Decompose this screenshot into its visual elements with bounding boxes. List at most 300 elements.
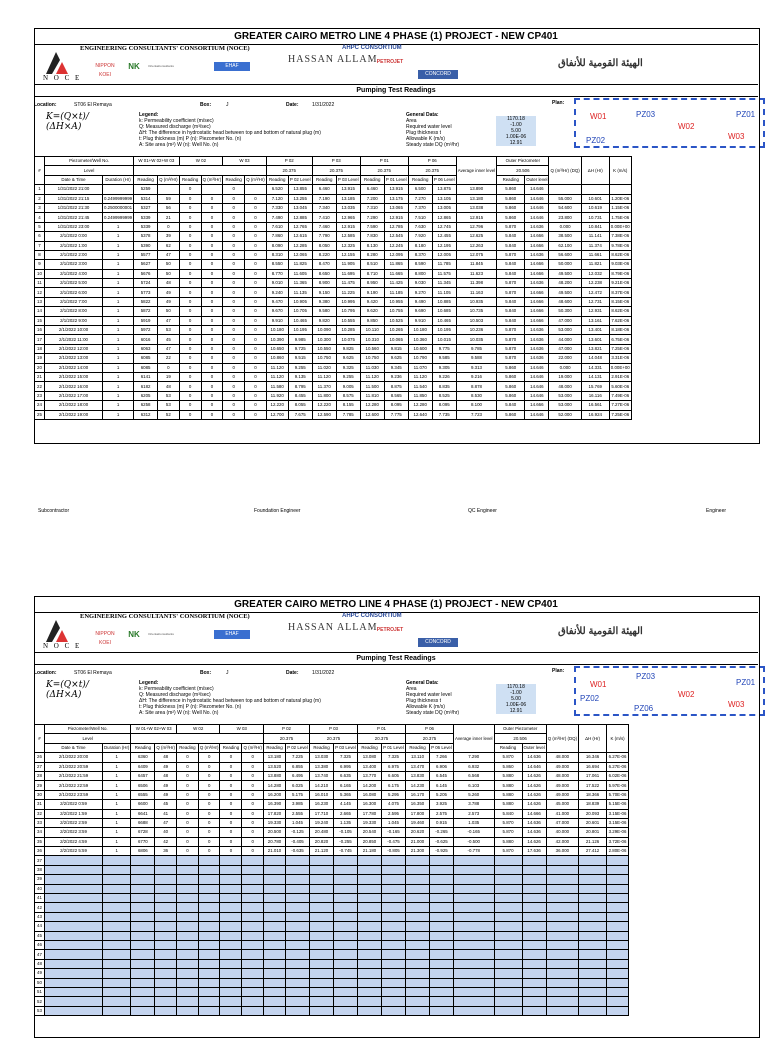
table-cell: 14.626 [522, 800, 546, 809]
table-cell: 36.000 [546, 847, 578, 856]
general-value: 1.00E-06 [505, 702, 527, 708]
table-cell: 13.038 [456, 203, 497, 212]
table-cell: 0 [179, 194, 201, 203]
table-cell: 0 [176, 762, 198, 771]
table-cell: 2/1/2022 0:00 [45, 232, 103, 241]
plan-point-pz02: PZ02 [580, 694, 600, 703]
table-cell: 3.15E-06 [607, 809, 629, 818]
table-cell: 8.878 [456, 382, 497, 391]
table-cell: 1 [103, 269, 134, 278]
table-cell: 5.880 [494, 800, 522, 809]
col-subheader: Reading [131, 743, 155, 752]
table-cell: 7.27E-06 [609, 401, 631, 410]
col-subheader: Reading [360, 175, 384, 184]
table-cell: 6409 [131, 762, 155, 771]
table-cell: 0 [245, 222, 267, 231]
table-cell: 0 [179, 363, 201, 372]
table-cell: 55.000 [549, 194, 581, 203]
table-cell: 49 [155, 781, 177, 790]
table-cell: 7.775 [384, 410, 408, 419]
col-header-level-p02: 20.375 [264, 734, 310, 743]
table-cell: 0 [245, 269, 267, 278]
table-cell: 6085 [134, 363, 158, 372]
table-cell: 0 [245, 401, 267, 410]
table-cell: 6 [35, 232, 45, 241]
table-cell: 11 [35, 279, 45, 288]
row-number: 51 [35, 987, 45, 996]
table-cell: 5.860 [497, 391, 525, 400]
table-cell: 14.131 [581, 372, 609, 381]
table-cell: 11.661 [581, 250, 609, 259]
table-cell: 7.190 [312, 194, 336, 203]
table-cell: 16 [35, 326, 45, 335]
table-cell: 12.796 [456, 222, 497, 231]
table-cell: 14.626 [522, 837, 546, 846]
general-line: Plug thickness t [406, 130, 442, 136]
box-label: Box: [200, 102, 212, 108]
general-line: Steady state DQ (m³/hr) [406, 142, 460, 148]
table-cell: 20.620 [406, 828, 430, 837]
table-cell: 2.573 [454, 809, 495, 818]
table-cell: 9.255 [336, 372, 360, 381]
table-cell: 0 [242, 800, 264, 809]
table-cell: 9.815 [384, 344, 408, 353]
table-cell: -0.265 [430, 828, 454, 837]
table-cell: 49.000 [546, 781, 578, 790]
table-cell: 5.860 [497, 194, 525, 203]
table-cell: 7.25E-06 [609, 410, 631, 419]
table-cell: 8.180 [408, 241, 432, 250]
col-header-dh: ΔH (Hr) [581, 157, 609, 185]
table-cell: -0.625 [430, 837, 454, 846]
table-cell: 11.865 [384, 260, 408, 269]
table-cell: 15.769 [581, 382, 609, 391]
table-cell: 52 [158, 410, 180, 419]
table-cell: 14.646 [525, 382, 549, 391]
table-cell: 2/1/2022 2:00 [45, 250, 103, 259]
col-subheader: Duration (Hr) [103, 743, 131, 752]
table-cell: 7.790 [312, 232, 336, 241]
table-cell: 10 [35, 269, 45, 278]
table-cell: 0 [220, 771, 242, 780]
table-cell: 27 [35, 762, 45, 771]
table-cell: 0 [245, 410, 267, 419]
table-cell: 12.600 [360, 410, 384, 419]
table-cell: 2/1/2022 18:00 [45, 401, 103, 410]
table-cell: 48 [158, 279, 180, 288]
table-cell: 8.37E-06 [609, 288, 631, 297]
location-label: Location: [34, 102, 57, 108]
table-cell: -0.125 [286, 828, 310, 837]
plan-label: Plan: [552, 100, 565, 106]
petrojet-logo-2: PETROJET [376, 627, 404, 633]
table-cell: 5.15E-06 [607, 800, 629, 809]
logo-ehaf-2: EHAF [214, 630, 250, 639]
table-cell: 0 [223, 354, 245, 363]
col-subheader: Q (m³/Hr) [158, 175, 180, 184]
col-subheader: Date & Time [45, 743, 103, 752]
table-cell: 20.540 [358, 828, 382, 837]
table-cell: 6.175 [382, 781, 406, 790]
table-cell: 10.735 [456, 307, 497, 316]
table-cell: 9.010 [266, 279, 288, 288]
table-cell: 7.266 [430, 753, 454, 762]
table-cell: 0 [245, 372, 267, 381]
table-cell: 11.695 [336, 269, 360, 278]
table-cell: 10.750 [312, 354, 336, 363]
table-cell: 14.666 [525, 316, 549, 325]
table-cell: 5822 [134, 297, 158, 306]
table-cell: 0 [179, 241, 201, 250]
table-cell: 11.810 [360, 391, 384, 400]
col-header-avg: Average inner level [456, 157, 497, 185]
table-cell: 6728 [131, 828, 155, 837]
table-cell: 3.72E-06 [607, 837, 629, 846]
col-subheader: Outer level [525, 175, 549, 184]
table-cell: 53 [158, 391, 180, 400]
table-cell: 5.870 [497, 326, 525, 335]
plan-label: Plan: [552, 668, 565, 674]
table-cell: 49.000 [546, 790, 578, 799]
table-cell: 45 [158, 335, 180, 344]
table-cell: 13.110 [406, 753, 430, 762]
table-cell: 0 [242, 828, 264, 837]
table-cell: 0 [201, 410, 223, 419]
table-cell: 0.000 [549, 222, 581, 231]
table-cell: 11.225 [336, 288, 360, 297]
table-cell: 13.255 [288, 194, 312, 203]
col-header-wells: W 01+W 02+W 03 [134, 157, 180, 166]
table-cell: 47 [158, 316, 180, 325]
table-cell: 0 [158, 363, 180, 372]
col-subheader: Reading [408, 175, 432, 184]
table-cell: 5.840 [497, 232, 525, 241]
table-cell: 6182 [134, 382, 158, 391]
table-cell: 2/1/2022 1:00 [45, 241, 103, 250]
col-header-outer: Outer Piezometer [497, 157, 549, 166]
table-cell: 7.630 [408, 222, 432, 231]
col-header-level: Level [45, 166, 134, 175]
table-cell: 9.345 [384, 363, 408, 372]
table-cell: 5.870 [494, 818, 522, 827]
table-cell: 2/1/2022 3:00 [45, 260, 103, 269]
table-cell: 0 [242, 837, 264, 846]
table-cell: 6205 [134, 391, 158, 400]
table-cell: 11.365 [288, 279, 312, 288]
general-line: Area [406, 686, 417, 692]
col-subheader: Reading [223, 175, 245, 184]
table-cell: 5.70E-06 [607, 790, 629, 799]
table-cell: 33 [35, 818, 45, 827]
table-cell: 14.646 [525, 213, 549, 222]
table-cell: 8.79E-06 [609, 269, 631, 278]
table-cell: 39 [158, 232, 180, 241]
table-cell: 0 [201, 344, 223, 353]
table-cell: 9.775 [432, 344, 456, 353]
table-cell: 14.636 [522, 828, 546, 837]
plan-point-pz01: PZ01 [736, 678, 756, 687]
table-cell: 6258 [134, 401, 158, 410]
general-value: -1.00 [510, 690, 522, 696]
table-cell: 0 [220, 837, 242, 846]
table-cell: 16.010 [310, 790, 334, 799]
table-cell: -0.255 [334, 837, 358, 846]
table-cell: 2/1/2022 17:00 [45, 391, 103, 400]
table-cell: 16.230 [310, 800, 334, 809]
table-cell: 14.646 [525, 185, 549, 194]
table-cell: 14.646 [525, 363, 549, 372]
table-cell: 5.860 [497, 185, 525, 194]
table-cell: 10.550 [312, 344, 336, 353]
table-cell: 0 [245, 288, 267, 297]
table-cell: 9.825 [336, 344, 360, 353]
table-cell: 20.480 [310, 828, 334, 837]
table-cell: 0 [179, 372, 201, 381]
table-cell: 7.830 [360, 232, 384, 241]
table-cell: 0 [201, 213, 223, 222]
row-number: 50 [35, 978, 45, 987]
concord-logo: CONCORD [418, 70, 458, 79]
row-number: 49 [35, 969, 45, 978]
general-title: General Data: [406, 680, 439, 686]
table-cell: 22.000 [549, 354, 581, 363]
table-cell: 2/1/2022 22:59 [45, 781, 103, 790]
table-cell: 0 [179, 307, 201, 316]
table-cell: 11.623 [456, 269, 497, 278]
row-number: 46 [35, 940, 45, 949]
table-cell: 6.75E-06 [609, 335, 631, 344]
col-subheader: Reading [406, 743, 430, 752]
table-cell: -0.475 [382, 837, 406, 846]
table-cell: 0 [223, 372, 245, 381]
table-cell: 1 [103, 232, 134, 241]
col-header-w02: W 02 [179, 157, 223, 166]
table-cell: 12.915 [384, 213, 408, 222]
table-cell: 8.220 [312, 250, 336, 259]
table-cell: 0 [223, 288, 245, 297]
table-cell: 50 [158, 269, 180, 278]
table-cell: 11.070 [408, 363, 432, 372]
table-cell: 0 [201, 250, 223, 259]
table-cell: 0 [179, 354, 201, 363]
table-cell: 47 [158, 344, 180, 353]
table-cell: 0 [176, 809, 198, 818]
table-cell: 1 [103, 391, 134, 400]
table-cell: 1.035 [454, 818, 495, 827]
col-header-p06: P 06 [408, 157, 456, 166]
table-cell: 13.161 [581, 316, 609, 325]
table-cell: 12.325 [336, 241, 360, 250]
table-cell: 41.000 [546, 809, 578, 818]
col-header-number: # [35, 157, 45, 185]
table-cell: 6.103 [454, 781, 495, 790]
general-value: 12.91 [509, 708, 523, 714]
table-cell: 11.905 [336, 260, 360, 269]
table-cell: 0 [220, 790, 242, 799]
table-cell: 31 [35, 800, 45, 809]
table-cell: 8 [35, 250, 45, 259]
table-cell: 5.840 [497, 269, 525, 278]
general-value: -1.00 [510, 122, 522, 128]
table-cell: 17.710 [310, 809, 334, 818]
table-cell: 53.000 [549, 401, 581, 410]
general-title: General Data: [406, 112, 439, 118]
table-cell: 10.310 [360, 335, 384, 344]
table-cell: 5.880 [494, 781, 522, 790]
col-subheader: Duration (Hr) [103, 175, 134, 184]
table-cell: 7.340 [312, 203, 336, 212]
col-subheader: P 06 Level [430, 743, 454, 752]
table-cell: 41 [155, 809, 177, 818]
table-cell: 14.646 [525, 203, 549, 212]
table-cell: 11.120 [360, 372, 384, 381]
table-cell: 10.705 [288, 307, 312, 316]
table-cell: 9.470 [266, 297, 288, 306]
table-cell: 10.465 [288, 316, 312, 325]
table-cell: 0 [176, 771, 198, 780]
table-cell: 10.600 [408, 344, 432, 353]
table-cell: 0 [198, 762, 220, 771]
table-cell: 0 [242, 781, 264, 790]
table-cell: 1 [103, 809, 131, 818]
table-cell: 8.095 [432, 401, 456, 410]
table-cell: 9.325 [336, 363, 360, 372]
table-cell: 2/1/2022 19:00 [45, 410, 103, 419]
table-cell: 34 [35, 828, 45, 837]
col-header-outer: Outer Piezometer [494, 725, 546, 734]
table-cell: 9.236 [384, 372, 408, 381]
table-cell: 0 [198, 800, 220, 809]
table-cell: -0.405 [286, 837, 310, 846]
table-cell: 12.095 [384, 250, 408, 259]
table-cell: 10.560 [360, 344, 384, 353]
table-cell: 7.723 [456, 410, 497, 419]
general-line: Required water level [406, 692, 452, 698]
table-cell: 21.010 [264, 847, 286, 856]
col-header-q: Q (m³/Hr) (DQ) [546, 725, 578, 753]
general-line: Area [406, 118, 417, 124]
col-header-level-p01: 20.375 [360, 166, 408, 175]
col-subheader: Q (m³/Hr) [242, 743, 264, 752]
table-cell: 0 [223, 269, 245, 278]
table-cell: 6.605 [382, 771, 406, 780]
table-cell: 12.472 [581, 288, 609, 297]
table-cell: 5.840 [497, 401, 525, 410]
table-cell: 1/31/2022 23:00 [45, 222, 103, 231]
table-cell: 18.366 [579, 790, 607, 799]
table-cell: 9.625 [336, 354, 360, 363]
table-cell: 13.180 [264, 753, 286, 762]
table-cell: 11.500 [360, 382, 384, 391]
formula-line-2: (ΔH×A) [46, 122, 82, 132]
col-header-level-p03: 20.375 [312, 166, 360, 175]
col-header-p02: P 02 [264, 725, 310, 734]
row-number: 40 [35, 884, 45, 893]
table-cell: 12.005 [432, 250, 456, 259]
table-cell: 0 [223, 382, 245, 391]
col-header-k: K (m/s) [607, 725, 629, 753]
table-cell: 48 [158, 382, 180, 391]
col-header-level-p06: 20.375 [408, 166, 456, 175]
table-cell: -0.925 [430, 847, 454, 856]
table-cell: 9.305 [432, 363, 456, 372]
table-cell: 9.588 [456, 354, 497, 363]
table-cell: 9.030 [408, 279, 432, 288]
table-cell: 45.000 [546, 800, 578, 809]
table-cell: 6.906 [430, 762, 454, 771]
col-header-level-p01: 20.375 [358, 734, 406, 743]
general-value: 12.91 [509, 140, 523, 146]
col-subheader: Q (m³/Hr) [245, 175, 267, 184]
table-cell: 13.915 [384, 185, 408, 194]
table-cell: 3.29E-06 [607, 828, 629, 837]
table-cell: 13.601 [581, 335, 609, 344]
table-cell: 5773 [134, 288, 158, 297]
table-cell: 8.130 [360, 241, 384, 250]
table-cell: 47.000 [549, 344, 581, 353]
col-subheader: P 03 Level [334, 743, 358, 752]
table-cell: 0 [201, 232, 223, 241]
plan-point-w01: W01 [590, 680, 607, 689]
table-cell: 7.510 [408, 213, 432, 222]
plan-point-w02: W02 [678, 122, 695, 131]
table-cell: 7.325 [382, 753, 406, 762]
table-cell: 5919 [134, 316, 158, 325]
table-cell: 12.590 [312, 410, 336, 419]
general-value: 5.00 [511, 128, 521, 134]
table-cell: 1 [103, 363, 134, 372]
table-cell: 1 [103, 241, 134, 250]
table-cell: 16.346 [579, 753, 607, 762]
table-cell: 8.710 [360, 269, 384, 278]
table-cell: 2/1/2022 10:00 [45, 326, 103, 335]
table-cell: 8.530 [456, 391, 497, 400]
table-cell: 7.920 [408, 232, 432, 241]
formula-line-1: K=(Q×t)/ [46, 680, 89, 690]
general-value: 1170.18 [507, 684, 525, 690]
col-header-p06: P 06 [406, 725, 454, 734]
table-cell: 12 [35, 288, 45, 297]
table-cell: 0 [198, 818, 220, 827]
legend-title: Legend: [139, 112, 159, 118]
logo-oriental-2: Orientalconsultants [148, 632, 174, 636]
table-cell: 0 [201, 307, 223, 316]
table-cell: 0 [223, 401, 245, 410]
plan-point-w02: W02 [678, 690, 695, 699]
table-cell: 5.870 [497, 250, 525, 259]
table-cell: 0 [223, 335, 245, 344]
table-cell: 0 [245, 213, 267, 222]
table-cell: 13.401 [581, 326, 609, 335]
general-value: 5.00 [511, 696, 521, 702]
table-cell: 11.185 [384, 288, 408, 297]
table-cell: 0 [201, 335, 223, 344]
col-subheader: Reading [176, 743, 198, 752]
table-cell: 2/2/2022 3:59 [45, 828, 103, 837]
table-cell: 0 [220, 753, 242, 762]
table-cell: 0 [176, 837, 198, 846]
table-cell: 2/1/2022 8:00 [45, 307, 103, 316]
table-cell: 12.285 [288, 241, 312, 250]
table-cell: 5 [35, 222, 45, 231]
row-number: 48 [35, 959, 45, 968]
table-cell: 21.120 [310, 847, 334, 856]
table-cell: 0 [198, 847, 220, 856]
table-cell: 10.650 [266, 344, 288, 353]
table-cell: 54.600 [549, 203, 581, 212]
logo-oriental: Orientalconsultants [148, 64, 174, 68]
col-subheader: P 02 Level [288, 175, 312, 184]
